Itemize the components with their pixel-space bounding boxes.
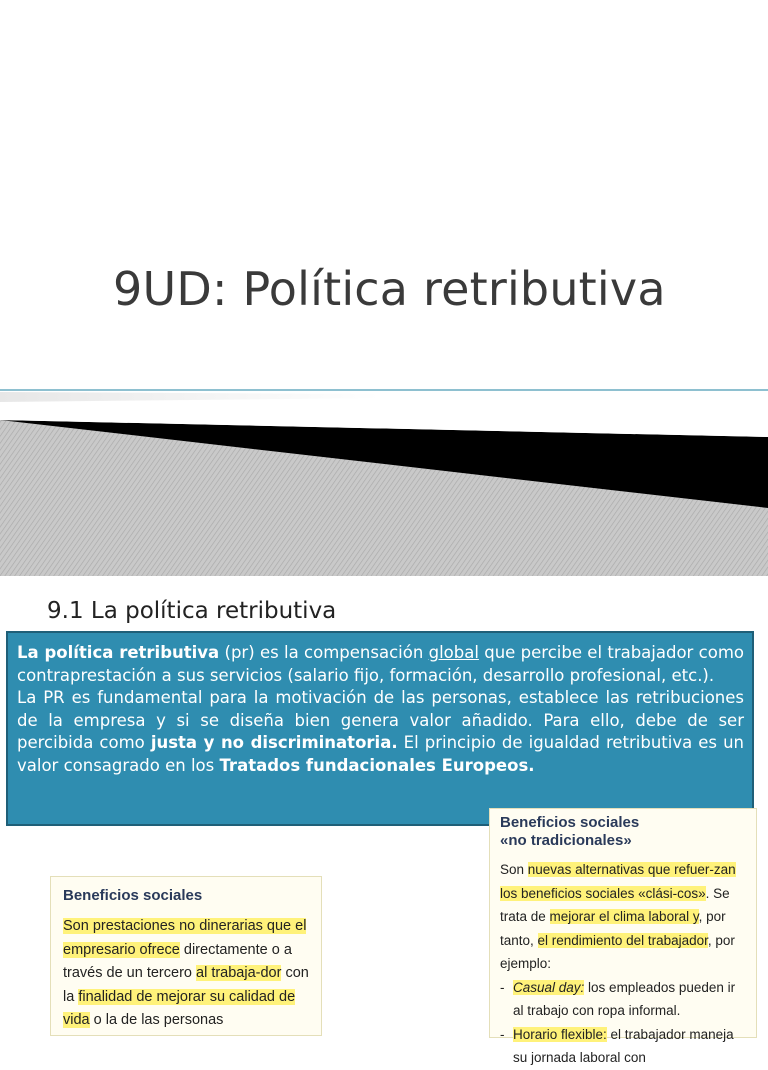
text: . Se trata de xyxy=(500,885,730,924)
emphasis-tratados: Tratados fundacionales Europeos. xyxy=(219,755,535,775)
section-title: 9.1 La política retributiva xyxy=(47,598,337,624)
text: o la de las personas xyxy=(89,1012,224,1028)
card-text xyxy=(63,915,309,1033)
highlight: nuevas alternativas que refuer-zan los beneficios sociales «clási-cos» xyxy=(500,862,736,901)
beneficios-sociales-card xyxy=(50,876,322,1036)
definition-text: (pr) es la compensación xyxy=(219,643,429,662)
list-item xyxy=(500,1023,746,1070)
card-text xyxy=(500,858,746,976)
definition-box xyxy=(6,631,754,826)
heading-line-2: «no tradicionales» xyxy=(500,832,632,849)
global-underlined: global xyxy=(428,643,479,662)
emphasis-justa: justa y no discriminatoria. xyxy=(150,733,398,753)
item-text: el trabajador maneja su jornada laboral con xyxy=(513,1026,734,1065)
definition-term: La política retributiva xyxy=(17,643,220,662)
highlight: al trabaja-dor xyxy=(196,965,282,981)
text: , por ejemplo: xyxy=(500,932,735,971)
content-slide xyxy=(0,578,768,1065)
card-heading xyxy=(500,814,746,850)
highlight: Son prestaciones no dinerarias que el empresario ofrece xyxy=(63,918,307,958)
definition-text: que percibe el trabajador como contraprestación a sus servicios (salario fijo, formación, desarrollo profesional, etc.). xyxy=(17,643,744,685)
text: directamente o a través de un tercero xyxy=(63,941,292,981)
highlight: finalidad de mejorar su calidad de vida xyxy=(63,988,296,1028)
text: Son xyxy=(500,862,528,877)
definition-paragraph-2 xyxy=(17,687,744,777)
list-item xyxy=(500,976,746,1023)
text: con la xyxy=(63,965,309,1005)
item-text: los empleados pueden ir al trabajo con ropa informal. xyxy=(513,979,736,1018)
beneficios-no-tradicionales-card xyxy=(489,808,757,1065)
examples-list xyxy=(500,976,746,1070)
item-label: Horario flexible: xyxy=(513,1026,607,1042)
definition-paragraph-1 xyxy=(17,642,744,687)
decorative-band xyxy=(0,380,768,576)
highlight: mejorar el clima laboral y xyxy=(549,909,699,924)
item-label: Casual day: xyxy=(513,979,585,995)
highlight: el rendimiento del trabajador xyxy=(537,932,708,948)
text: , por tanto, xyxy=(500,909,726,948)
slide-title: 9UD: Política retributiva xyxy=(113,262,666,316)
definition-text: La PR es fundamental para la motivación de las personas, establece las retribuciones de la empresa y si se diseña bien genera valor añadido. Para ello, debe de ser percibida como xyxy=(17,688,744,753)
card-heading: Beneficios sociales xyxy=(63,887,203,904)
definition-text: El principio de igualdad retributiva es un valor consagrado en los xyxy=(17,733,745,775)
heading-line-1: Beneficios sociales xyxy=(500,814,640,831)
